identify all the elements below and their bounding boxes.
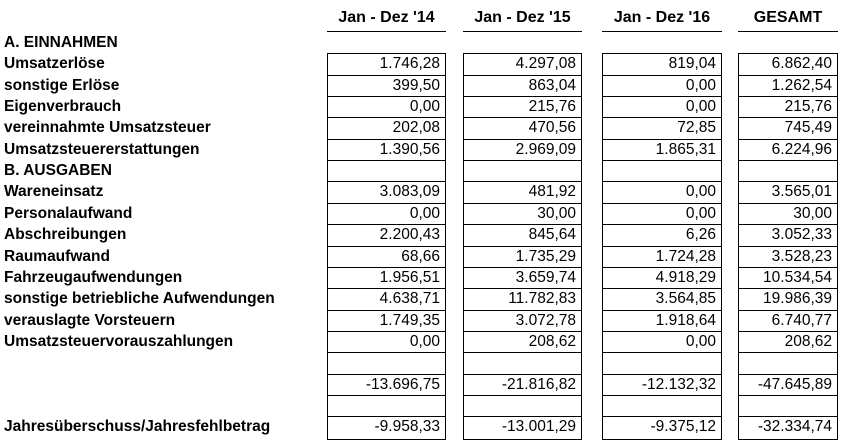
value-cell: 215,76 <box>784 98 832 115</box>
row-label: Jahresüberschuss/Jahresfehlbetrag <box>4 418 271 435</box>
row-label: Fahrzeugaufwendungen <box>4 269 183 286</box>
row-label: sonstige Erlöse <box>4 77 120 94</box>
row-label: Personalaufwand <box>4 205 133 222</box>
row-divider <box>327 395 446 396</box>
row-divider <box>602 352 722 353</box>
value-cell: 3.528,23 <box>771 248 832 265</box>
row-divider <box>463 160 582 161</box>
value-cell: 819,04 <box>668 55 716 72</box>
row-divider <box>327 352 446 353</box>
value-cell: 2.969,09 <box>515 141 576 158</box>
value-cell: 0,00 <box>685 333 716 350</box>
value-cell: 215,76 <box>528 98 576 115</box>
value-cell: 4.638,71 <box>379 290 440 307</box>
value-cell: 1.390,56 <box>379 141 440 158</box>
value-cell: 19.986,39 <box>763 290 832 307</box>
value-cell: 1.749,35 <box>379 312 440 329</box>
row-label: B. AUSGABEN <box>4 162 112 179</box>
value-cell: -13.696,75 <box>365 376 440 393</box>
value-cell: 2.200,43 <box>379 226 440 243</box>
value-cell: 3.083,09 <box>379 183 440 200</box>
row-label: Umsatzsteuervorauszahlungen <box>4 333 234 350</box>
value-cell: 72,85 <box>677 119 716 136</box>
row-divider <box>327 160 446 161</box>
value-cell: 0,00 <box>685 98 716 115</box>
row-divider <box>602 160 722 161</box>
row-label: Umsatzerlöse <box>4 55 105 72</box>
value-cell: 202,08 <box>392 119 440 136</box>
value-cell: 6.862,40 <box>771 55 832 72</box>
row-divider <box>463 395 582 396</box>
value-cell: -12.132,32 <box>641 376 716 393</box>
value-cell: 4.918,29 <box>655 269 716 286</box>
value-cell: 0,00 <box>685 77 716 94</box>
column-header-underline <box>327 31 446 32</box>
value-cell: 30,00 <box>537 205 576 222</box>
value-cell: 6.740,77 <box>771 312 832 329</box>
column-header: Jan - Dez '16 <box>613 9 711 26</box>
row-divider <box>463 352 582 353</box>
column-header-underline <box>602 31 722 32</box>
column-header-underline <box>738 31 838 32</box>
row-divider <box>602 395 722 396</box>
value-cell: 4.297,08 <box>515 55 576 72</box>
value-cell: -47.645,89 <box>757 376 832 393</box>
value-cell: 1.735,29 <box>515 248 576 265</box>
value-cell: 745,49 <box>784 119 832 136</box>
row-label: Eigenverbrauch <box>4 98 122 115</box>
value-cell: 1.262,54 <box>771 77 832 94</box>
value-cell: 863,04 <box>528 77 576 94</box>
value-cell: -21.816,82 <box>501 376 576 393</box>
value-cell: 208,62 <box>528 333 576 350</box>
value-cell: 1.865,31 <box>655 141 716 158</box>
value-cell: 6,26 <box>685 226 716 243</box>
value-cell: 1.724,28 <box>655 248 716 265</box>
row-label: Abschreibungen <box>4 226 127 243</box>
value-cell: 1.746,28 <box>379 55 440 72</box>
column-header: GESAMT <box>753 9 823 26</box>
value-cell: 0,00 <box>409 98 440 115</box>
row-label: Wareneinsatz <box>4 183 104 200</box>
value-cell: 0,00 <box>685 183 716 200</box>
value-cell: -13.001,29 <box>501 418 576 435</box>
row-divider <box>738 160 838 161</box>
value-cell: 30,00 <box>793 205 832 222</box>
value-cell: 3.072,78 <box>515 312 576 329</box>
value-cell: 68,66 <box>401 248 440 265</box>
value-cell: 845,64 <box>528 226 576 243</box>
value-cell: 3.564,85 <box>655 290 716 307</box>
value-cell: 0,00 <box>685 205 716 222</box>
value-cell: 3.659,74 <box>515 269 576 286</box>
value-cell: 399,50 <box>392 77 440 94</box>
row-divider <box>738 395 838 396</box>
column-header: Jan - Dez '14 <box>338 9 435 26</box>
column-header: Jan - Dez '15 <box>474 9 571 26</box>
value-cell: 1.918,64 <box>655 312 716 329</box>
value-cell: -9.958,33 <box>374 418 440 435</box>
value-cell: -32.334,74 <box>757 418 832 435</box>
row-label: vereinnahmte Umsatzsteuer <box>4 119 211 136</box>
value-cell: 3.565,01 <box>771 183 832 200</box>
value-cell: 0,00 <box>409 333 440 350</box>
value-cell: 3.052,33 <box>771 226 832 243</box>
row-label: Umsatzsteuererstattungen <box>4 141 200 158</box>
value-cell: 0,00 <box>409 205 440 222</box>
value-cell: 208,62 <box>784 333 832 350</box>
value-cell: 1.956,51 <box>379 269 440 286</box>
row-label: A. EINNAHMEN <box>4 34 118 51</box>
row-label: Raumaufwand <box>4 248 110 265</box>
value-cell: 6.224,96 <box>771 141 832 158</box>
row-divider <box>738 352 838 353</box>
value-cell: 11.782,83 <box>508 290 576 307</box>
row-label: sonstige betriebliche Aufwendungen <box>4 290 275 307</box>
value-cell: 470,56 <box>528 119 576 136</box>
row-label: verauslagte Vorsteuern <box>4 312 176 329</box>
value-cell: -9.375,12 <box>650 418 716 435</box>
value-cell: 481,92 <box>528 183 576 200</box>
value-cell: 10.534,54 <box>763 269 832 286</box>
column-header-underline <box>463 31 582 32</box>
